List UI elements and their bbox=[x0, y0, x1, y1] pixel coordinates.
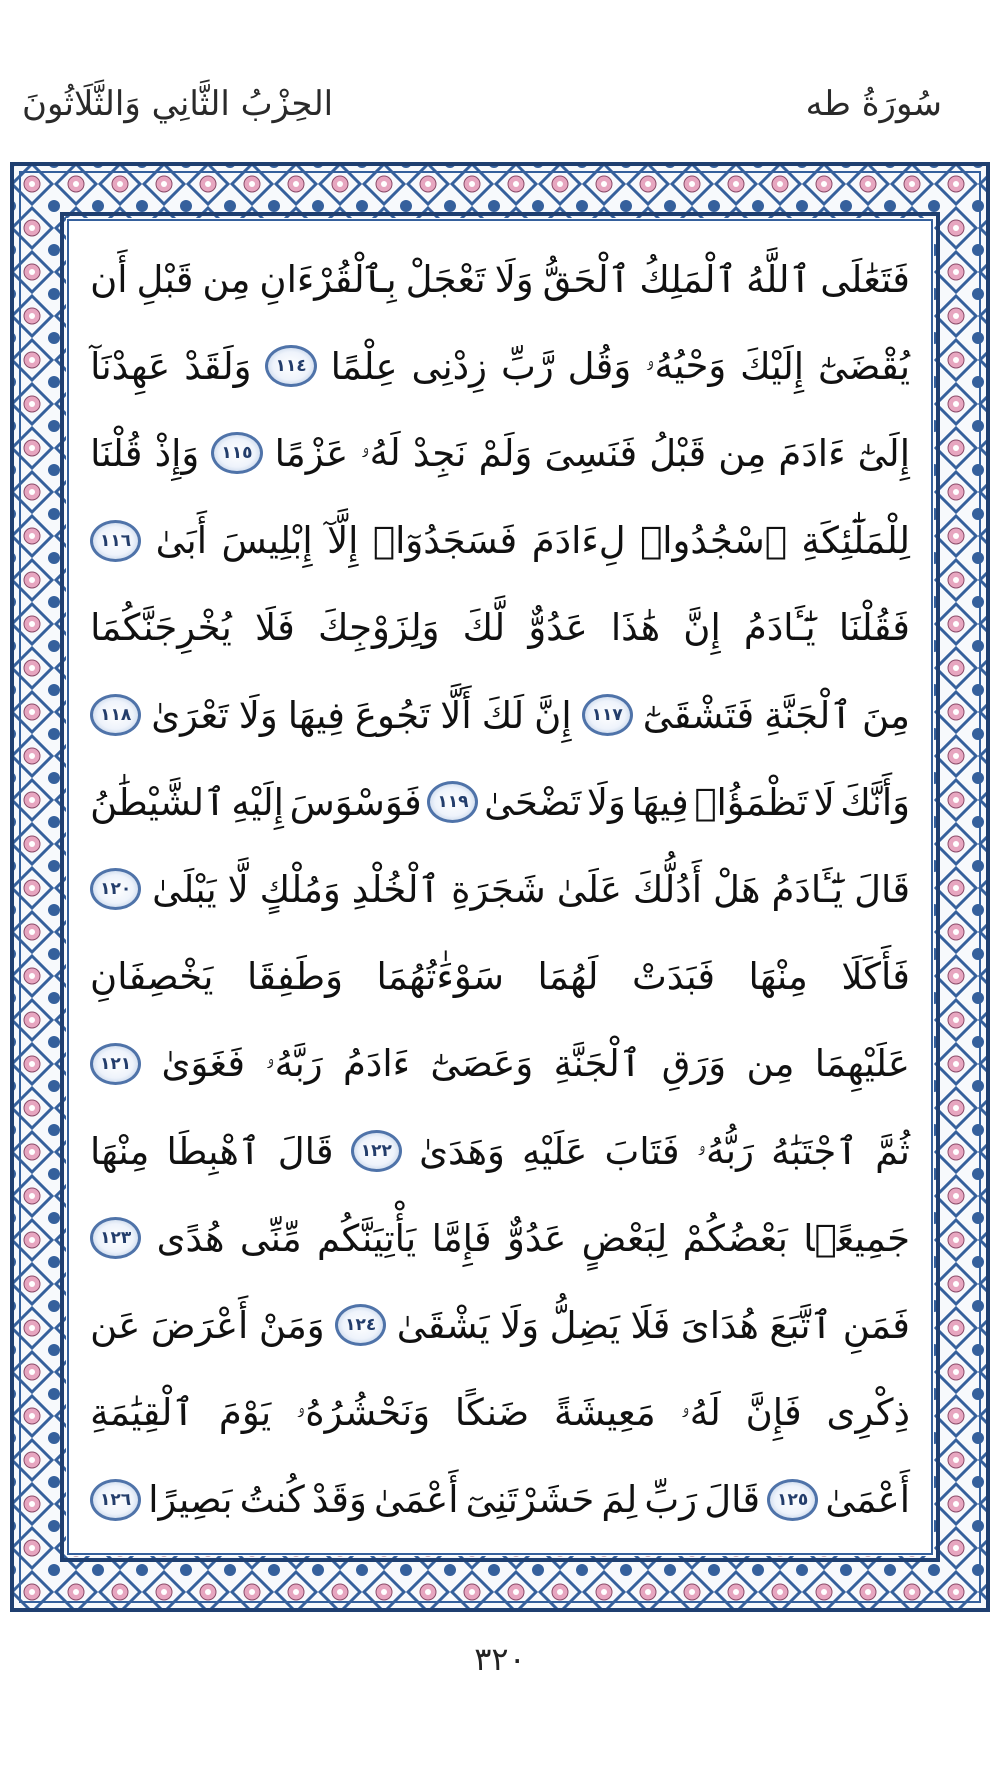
quran-word: هُدَاىَ bbox=[680, 1303, 759, 1347]
quran-word: قَالَ bbox=[854, 867, 910, 911]
quran-word: أَعْرَضَ bbox=[150, 1303, 249, 1347]
quran-word: لِءَادَمَ bbox=[531, 519, 626, 563]
quran-word: جَمِيعًۢا bbox=[803, 1216, 910, 1260]
verse-line bbox=[90, 757, 910, 847]
quran-word: هَلْ bbox=[712, 867, 761, 911]
quran-word: يَأْتِيَنَّكُم bbox=[316, 1216, 417, 1260]
quran-word: فِيهَا bbox=[287, 693, 345, 737]
quran-word: وَحْيُهُۥ bbox=[645, 344, 727, 388]
quran-word: إِلَيْكَ bbox=[740, 344, 805, 388]
quran-word: إِلَّآ bbox=[327, 519, 359, 563]
verse-line bbox=[90, 1455, 910, 1545]
quran-word: ذِكْرِى bbox=[826, 1391, 910, 1435]
quran-word: أَعْمَىٰ bbox=[825, 1478, 910, 1522]
quran-word: ٱللَّهُ bbox=[746, 257, 812, 301]
quran-word: قَالَ bbox=[704, 1478, 761, 1522]
quran-word: مِنَ bbox=[862, 693, 910, 737]
quran-word: وَقَدْ bbox=[311, 1478, 367, 1522]
quran-word: لِبَعْضٍ bbox=[581, 1216, 668, 1260]
quran-word: يَٰٓـَٔادَمُ bbox=[743, 606, 816, 650]
ayah-number-marker: ١٢٤ bbox=[335, 1304, 386, 1346]
quran-word: فَتَعَٰلَى bbox=[820, 257, 910, 301]
quran-word: ٱلشَّيْطَٰنُ bbox=[90, 780, 226, 824]
quran-word: وَلَقَدْ bbox=[184, 344, 252, 388]
quran-word: قَبْلِ bbox=[136, 257, 194, 301]
surah-name: سُورَةُ طه bbox=[805, 84, 942, 124]
quran-word: مِن bbox=[718, 431, 767, 475]
quran-word: عَدُوٌّ bbox=[528, 606, 588, 650]
verse-line bbox=[90, 1193, 910, 1283]
quran-word: لَّا bbox=[227, 867, 249, 911]
quran-word: ثُمَّ bbox=[875, 1129, 910, 1173]
ayah-number-marker: ١١٤ bbox=[265, 345, 316, 387]
quran-word: قَبْلُ bbox=[649, 431, 707, 475]
quran-word: فَقُلْنَا bbox=[838, 606, 910, 650]
verse-line bbox=[90, 321, 910, 411]
quran-word: سَوْءَٰتُهُمَا bbox=[376, 955, 504, 999]
quran-word: يُخْرِجَنَّكُمَا bbox=[90, 606, 232, 650]
quran-word: فَبَدَتْ bbox=[631, 955, 716, 999]
quran-word: هَٰذَا bbox=[610, 606, 661, 650]
quran-word: ضَنكًا bbox=[454, 1391, 530, 1435]
ayah-number-marker: ١٢١ bbox=[90, 1043, 141, 1085]
quran-word: وَطَفِقَا bbox=[246, 955, 343, 999]
quran-word: فَنَسِىَ bbox=[544, 431, 638, 475]
quran-word: لَّكَ bbox=[462, 606, 506, 650]
quran-word: فَغَوَىٰ bbox=[161, 1042, 246, 1086]
ayah-number-marker: ١٢٥ bbox=[767, 1479, 818, 1521]
quran-word: إِنَّ bbox=[534, 693, 572, 737]
quran-word: وَقُل bbox=[567, 344, 632, 388]
quran-word: وَأَنَّكَ bbox=[840, 780, 910, 824]
quran-word: مِنْهَا bbox=[748, 955, 808, 999]
quran-word: إِنَّ bbox=[683, 606, 721, 650]
quran-word: كُنتُ bbox=[239, 1478, 305, 1522]
quran-word: تَجُوعَ bbox=[354, 693, 431, 737]
quran-word: إِبْلِيسَ bbox=[221, 519, 313, 563]
quran-word: ءَادَمُ bbox=[343, 1042, 411, 1086]
quran-word: عَدُوٌّ bbox=[506, 1216, 567, 1260]
quran-word: وَهَدَىٰ bbox=[419, 1129, 505, 1173]
quran-word: ٱلْجَنَّةِ bbox=[553, 1042, 642, 1086]
verse-line bbox=[90, 1368, 910, 1458]
ayah-number-marker: ١١٥ bbox=[211, 432, 262, 474]
quran-word: أَبَىٰ bbox=[155, 519, 208, 563]
quran-word: يَبْلَىٰ bbox=[152, 867, 217, 911]
quran-word: بَصِيرًا bbox=[148, 1478, 233, 1522]
quran-word: عَلَيْهِ bbox=[522, 1129, 588, 1173]
quran-word: وَمَنْ bbox=[258, 1303, 325, 1347]
quran-word: بِٱلْقُرْءَانِ bbox=[259, 257, 397, 301]
quran-word: أَعْمَىٰ bbox=[373, 1478, 459, 1522]
ayah-number-marker: ١٢٣ bbox=[90, 1217, 141, 1259]
quran-word: مِّنِّى bbox=[239, 1216, 302, 1260]
quran-word: عَزْمًا bbox=[274, 431, 349, 475]
page-number: ٣٢٠ bbox=[474, 1640, 526, 1678]
quran-word: عَلَىٰ bbox=[556, 867, 622, 911]
quran-word: وَلَا bbox=[500, 1303, 540, 1347]
quran-word: ٱهْبِطَا bbox=[166, 1129, 261, 1173]
quran-word: رَّبِّ bbox=[500, 344, 554, 388]
hizb-label: الحِزْبُ الثَّانِي وَالثَّلَاثُونَ bbox=[22, 84, 334, 124]
quran-word: فَإِمَّا bbox=[431, 1216, 492, 1260]
quran-word: ٱجْتَبَٰهُ bbox=[771, 1129, 858, 1173]
quran-word: عَهِدْنَآ bbox=[90, 344, 171, 388]
verse-line bbox=[90, 1280, 910, 1370]
quran-word: يَٰٓـَٔادَمُ bbox=[771, 867, 844, 911]
quran-word: يُقْضَىٰٓ bbox=[818, 344, 910, 388]
quran-word: تَضْحَىٰ bbox=[484, 780, 582, 824]
quran-word: أَدُلُّكَ bbox=[632, 867, 703, 911]
quran-word: وَرَقِ bbox=[661, 1042, 727, 1086]
quran-word: فَوَسْوَسَ bbox=[289, 780, 422, 824]
quran-word: ٱسْجُدُوا۟ bbox=[640, 519, 787, 563]
quran-word: عَلَيْهِمَا bbox=[814, 1042, 910, 1086]
quran-word: فِيهَا bbox=[631, 780, 689, 824]
quran-word: وَلَا bbox=[494, 257, 534, 301]
quran-word: ٱلْجَنَّةِ bbox=[764, 693, 853, 737]
quran-word: رَبَّهُۥ bbox=[265, 1041, 323, 1085]
quran-word: لَكَ bbox=[481, 693, 525, 737]
quran-word: وَإِذْ bbox=[154, 431, 200, 475]
quran-word: فَلَا bbox=[255, 606, 295, 650]
quran-word: يَشْقَىٰ bbox=[396, 1303, 490, 1347]
quran-word: لَهُۥ bbox=[360, 431, 401, 475]
verse-line bbox=[90, 583, 910, 673]
ayah-number-marker: ١١٦ bbox=[90, 520, 141, 562]
verse-line bbox=[90, 1019, 910, 1109]
quran-word: فَتَشْقَىٰٓ bbox=[642, 693, 755, 737]
quran-word: فَأَكَلَا bbox=[841, 955, 910, 999]
quran-word: لَا bbox=[813, 780, 835, 824]
quran-word: فَسَجَدُوٓا۟ bbox=[372, 519, 518, 563]
quran-word: شَجَرَةِ bbox=[451, 867, 546, 911]
quran-word: نَجِدْ bbox=[412, 431, 467, 475]
quran-word: مِن bbox=[202, 257, 251, 301]
quran-word: ءَادَمَ bbox=[778, 431, 846, 475]
quran-word: ٱلْخُلْدِ bbox=[351, 867, 441, 911]
quran-word: إِلَىٰٓ bbox=[857, 431, 910, 475]
quran-word: يَخْصِفَانِ bbox=[90, 955, 214, 999]
quran-word: تَعْرَىٰ bbox=[151, 693, 229, 737]
quran-word: إِلَيْهِ bbox=[231, 780, 284, 824]
quran-word: عَن bbox=[90, 1303, 141, 1347]
quran-word: وَلَمْ bbox=[478, 431, 533, 475]
quran-word: وَلِزَوْجِكَ bbox=[317, 606, 440, 650]
quran-text-area bbox=[70, 230, 930, 1542]
quran-word: لِمَ bbox=[601, 1478, 638, 1522]
quran-word: قَالَ bbox=[277, 1129, 334, 1173]
ayah-number-marker: ١٢٠ bbox=[90, 868, 141, 910]
quran-word: رَبِّ bbox=[644, 1478, 698, 1522]
quran-word: حَشَرْتَنِىٓ bbox=[465, 1478, 595, 1522]
quran-word: هُدًى bbox=[156, 1216, 225, 1260]
verse-line bbox=[90, 408, 910, 498]
quran-word: وَلَا bbox=[238, 693, 278, 737]
quran-word: ٱتَّبَعَ bbox=[769, 1303, 833, 1347]
quran-word: عِلْمًا bbox=[330, 344, 398, 388]
quran-word: فَتَابَ bbox=[604, 1129, 680, 1173]
quran-word: وَنَحْشُرُهُۥ bbox=[296, 1390, 431, 1434]
quran-word: قُلْنَا bbox=[90, 431, 143, 475]
ayah-number-marker: ١١٨ bbox=[90, 694, 141, 736]
quran-word: ٱلْقِيَٰمَةِ bbox=[90, 1391, 195, 1435]
quran-word: وَعَصَىٰٓ bbox=[430, 1042, 534, 1086]
verse-line bbox=[90, 932, 910, 1022]
verse-line bbox=[90, 844, 910, 934]
quran-word: فَلَا bbox=[630, 1303, 671, 1347]
ayah-number-marker: ١٢٢ bbox=[351, 1130, 402, 1172]
quran-word: بَعْضُكُمْ bbox=[682, 1216, 788, 1260]
verse-line bbox=[90, 1106, 910, 1196]
quran-word: ٱلْمَلِكُ bbox=[639, 257, 738, 301]
page-header bbox=[0, 84, 1000, 144]
quran-word: فَمَنِ bbox=[842, 1303, 910, 1347]
quran-word: وَمُلْكٍ bbox=[259, 867, 341, 911]
quran-word: ٱلْحَقُّ bbox=[542, 257, 631, 301]
quran-word: وَلَا bbox=[586, 780, 626, 824]
quran-word: أَن bbox=[90, 257, 128, 301]
ayah-number-marker: ١١٩ bbox=[427, 781, 478, 823]
quran-word: مِنْهَا bbox=[90, 1129, 150, 1173]
quran-word: لَهُۥ bbox=[680, 1390, 721, 1434]
verse-line bbox=[90, 670, 910, 760]
ayah-number-marker: ١١٧ bbox=[582, 694, 633, 736]
quran-word: لِلْمَلَٰٓئِكَةِ bbox=[801, 519, 910, 563]
quran-word: أَلَّا bbox=[440, 693, 472, 737]
verse-line bbox=[90, 234, 910, 324]
quran-word: مِن bbox=[746, 1042, 795, 1086]
quran-word: تَظْمَؤُا۟ bbox=[694, 780, 808, 824]
quran-word: رَبُّهُۥ bbox=[696, 1129, 754, 1172]
ayah-number-marker: ١٢٦ bbox=[90, 1479, 141, 1521]
verse-line bbox=[90, 496, 910, 586]
quran-word: مَعِيشَةً bbox=[553, 1391, 656, 1435]
quran-word: فَإِنَّ bbox=[745, 1391, 802, 1435]
quran-word: يَوْمَ bbox=[218, 1391, 272, 1435]
quran-word: تَعْجَلْ bbox=[405, 257, 486, 301]
quran-word: زِدْنِى bbox=[411, 344, 488, 388]
quran-word: يَضِلُّ bbox=[549, 1303, 621, 1347]
quran-word: لَهُمَا bbox=[537, 955, 599, 999]
